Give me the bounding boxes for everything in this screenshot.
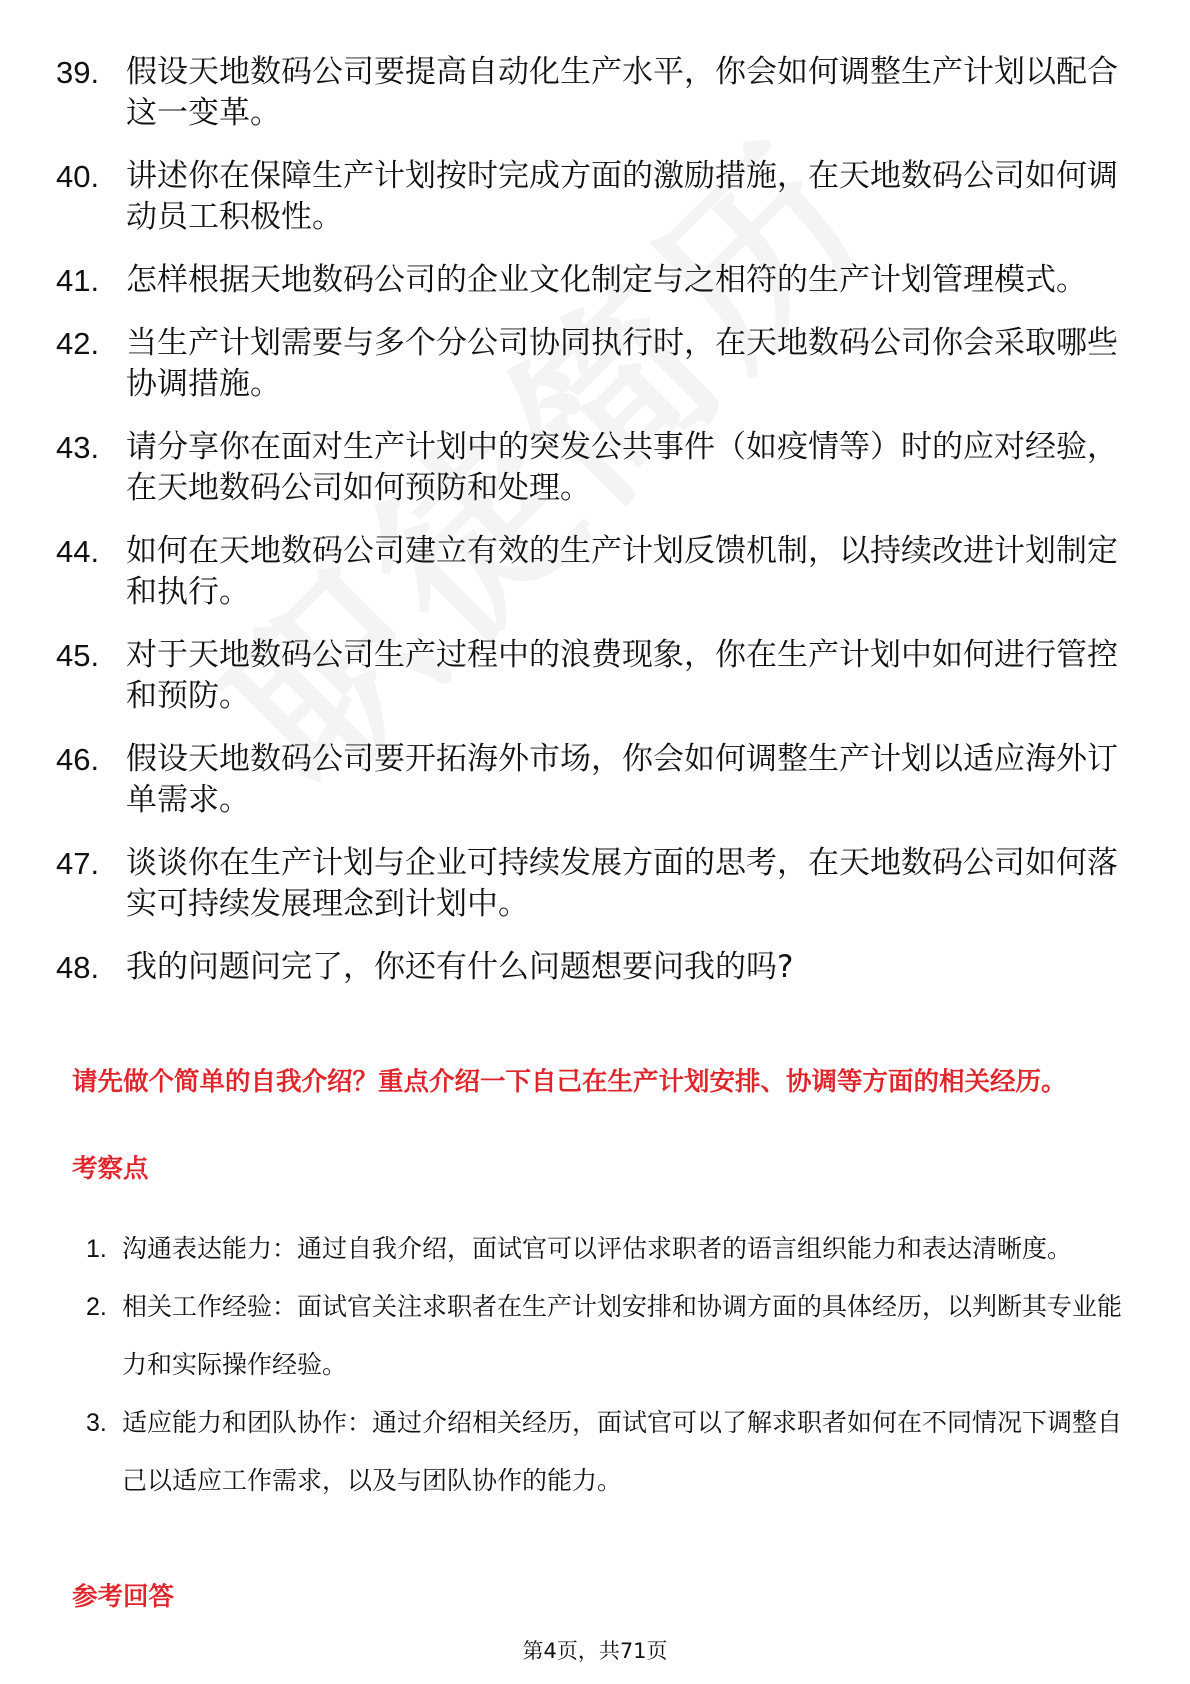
question-number: 46. [56,742,100,777]
points-label: 考察点 [72,1154,149,1184]
point-item [72,1394,1132,1510]
point-item [72,1278,1132,1394]
answer-label: 参考回答 [72,1582,175,1612]
question-item [56,531,1136,613]
question-number: 40. [56,159,100,194]
question-item [56,843,1136,925]
question-text: 怎样根据天地数码公司的企业文化制定与之相符的生产计划管理模式。 [126,262,1087,298]
question-number: 45. [56,638,100,673]
question-item [56,156,1136,238]
points-list [72,1220,1132,1510]
question-text: 假设天地数码公司要开拓海外市场，你会如何调整生产计划以适应海外订单需求。 [126,741,1118,818]
page-footer: 第4页，共71页 [522,1639,668,1663]
question-number: 48. [56,950,100,985]
question-text: 对于天地数码公司生产过程中的浪费现象，你在生产计划中如何进行管控和预防。 [126,637,1118,714]
question-item [56,323,1136,405]
question-item [56,260,1136,301]
question-number: 47. [56,846,100,881]
point-number: 2. [86,1293,107,1321]
question-number: 41. [56,263,100,298]
point-number: 1. [86,1235,107,1263]
question-number: 43. [56,430,100,465]
question-item [56,947,1136,988]
question-item [56,427,1136,509]
question-item [56,739,1136,821]
question-number: 39. [56,55,100,90]
point-text: 适应能力和团队协作：通过介绍相关经历，面试官可以了解求职者如何在不同情况下调整自己以适应工作需求，以及与团队协作的能力。 [122,1408,1123,1495]
section-question-heading: 请先做个简单的自我介绍？重点介绍一下自己在生产计划安排、协调等方面的相关经历。 [72,1067,1067,1097]
point-item [72,1220,1132,1278]
point-text: 沟通表达能力：通过自我介绍，面试官可以评估求职者的语言组织能力和表达清晰度。 [122,1234,1073,1263]
question-list [56,52,1136,1010]
question-text: 讲述你在保障生产计划按时完成方面的激励措施，在天地数码公司如何调动员工积极性。 [126,158,1118,235]
point-text: 相关工作经验：面试官关注求职者在生产计划安排和协调方面的具体经历，以判断其专业能力和实际操作经验。 [122,1292,1123,1379]
question-text: 当生产计划需要与多个分公司协同执行时，在天地数码公司你会采取哪些协调措施。 [126,325,1118,402]
question-number: 44. [56,534,100,569]
question-text: 谈谈你在生产计划与企业可持续发展方面的思考，在天地数码公司如何落实可持续发展理念到计划中。 [126,845,1118,922]
point-number: 3. [86,1409,107,1437]
question-item [56,52,1136,134]
question-text: 我的问题问完了，你还有什么问题想要问我的吗? [126,949,794,985]
question-text: 假设天地数码公司要提高自动化生产水平，你会如何调整生产计划以配合这一变革。 [126,54,1118,131]
question-number: 42. [56,326,100,361]
question-item [56,635,1136,717]
question-text: 如何在天地数码公司建立有效的生产计划反馈机制，以持续改进计划制定和执行。 [126,533,1118,610]
question-text: 请分享你在面对生产计划中的突发公共事件（如疫情等）时的应对经验，在天地数码公司如何预防和处理。 [126,429,1118,506]
